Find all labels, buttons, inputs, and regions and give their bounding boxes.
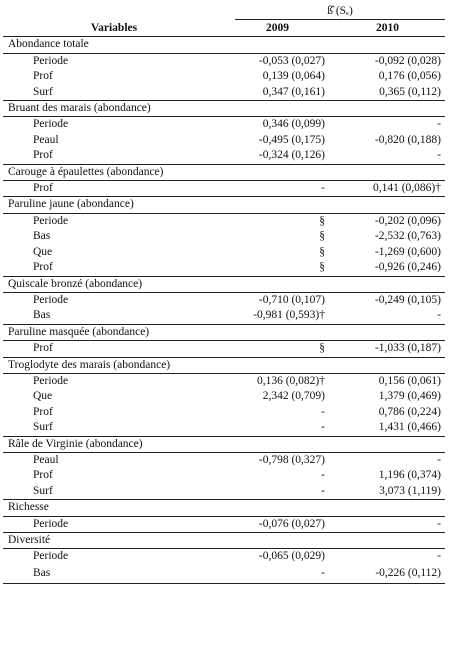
year-2010-header: 2010 (330, 20, 445, 37)
group-title: Abondance totale (3, 37, 445, 53)
group-row (3, 276, 445, 292)
value-2010: - (437, 550, 442, 563)
table-row (3, 85, 445, 101)
value-2010: -2,532 (0,763) (374, 230, 442, 243)
group-row (3, 436, 445, 452)
variable-name: Surf (33, 484, 53, 497)
value-2009: - (321, 182, 325, 195)
table-row (3, 69, 445, 84)
group-title: Richesse (3, 500, 445, 516)
table-row (3, 565, 445, 584)
value-2009: § (319, 261, 325, 274)
beta-label: ß̂ (Sₑ) (235, 4, 445, 20)
variable-name: Prof (33, 469, 53, 482)
value-2010: - (437, 453, 442, 466)
value-2009: 0,136 (0,082)† (256, 374, 325, 387)
value-2009: 0,346 (0,099) (262, 118, 325, 131)
value-2009: 2,342 (0,709) (262, 390, 325, 403)
value-2009: -0,324 (0,126) (258, 149, 325, 162)
group-row (3, 324, 445, 340)
value-2010: - (437, 118, 442, 131)
variable-name: Prof (33, 149, 53, 162)
header-columns-row (3, 20, 445, 37)
value-2009: § (319, 214, 325, 227)
value-2010: -0,226 (0,112) (330, 565, 445, 584)
value-2009: -0,710 (0,107) (258, 293, 325, 306)
value-2010: 1,196 (0,374) (378, 469, 442, 482)
value-2010: 1,431 (0,466) (378, 421, 442, 434)
table-row (3, 260, 445, 276)
table-row (3, 468, 445, 483)
variable-name: Surf (33, 421, 53, 434)
group-row (3, 500, 445, 516)
value-2010: - (437, 149, 442, 162)
group-title: Paruline jaune (abondance) (3, 197, 445, 213)
header-spacer (3, 4, 225, 20)
value-2010: 0,156 (0,061) (378, 374, 442, 387)
table-row (3, 389, 445, 404)
value-2010: -1,033 (0,187) (374, 342, 442, 355)
value-2010: 3,073 (1,119) (379, 484, 442, 497)
variable-name: Que (33, 390, 53, 403)
group-title: Troglodyte des marais (abondance) (3, 357, 445, 373)
table-row (3, 484, 445, 500)
group-title: Bruant des marais (abondance) (3, 101, 445, 117)
value-2010: -1,269 (0,600) (374, 245, 442, 258)
value-2009: -0,065 (0,029) (258, 550, 325, 563)
value-2009: - (321, 421, 325, 434)
variables-header: Variables (3, 20, 225, 37)
group-title: Diversité (3, 533, 445, 549)
value-2009: -0,495 (0,175) (258, 133, 325, 146)
table-row (3, 292, 445, 308)
table-row (3, 420, 445, 436)
variable-name: Peaul (33, 453, 59, 466)
group-row (3, 101, 445, 117)
table-row (3, 181, 445, 197)
group-title: Paruline masquée (abondance) (3, 324, 445, 340)
variable-name: Que (33, 245, 53, 258)
value-2009: 0,347 (0,161) (262, 85, 325, 98)
value-2009: -0,798 (0,327) (258, 453, 325, 466)
table-row (3, 53, 445, 69)
coefficients-table (3, 4, 445, 584)
table-row (3, 373, 445, 389)
beta-header (225, 4, 445, 20)
value-2009: - (321, 405, 325, 418)
variable-name: Bas (3, 565, 225, 584)
table-row (3, 213, 445, 229)
value-2010: -0,249 (0,105) (374, 293, 442, 306)
value-2009: § (319, 245, 325, 258)
year-2009-header: 2009 (225, 20, 330, 37)
value-2009: -0,981 (0,593)† (253, 309, 325, 322)
group-title: Râle de Virginie (abondance) (3, 436, 445, 452)
table-row (3, 516, 445, 532)
header-beta-row (3, 4, 445, 20)
table-body (3, 37, 445, 583)
value-2010: -0,202 (0,096) (374, 214, 442, 227)
table-row (3, 341, 445, 357)
variable-name: Prof (33, 261, 53, 274)
value-2009: § (319, 230, 325, 243)
value-2010: 0,176 (0,056) (378, 70, 442, 83)
table-row (3, 549, 445, 565)
value-2010: -0,820 (0,188) (374, 133, 442, 146)
group-row (3, 37, 445, 53)
variable-name: Surf (33, 85, 53, 98)
variable-name: Bas (33, 309, 51, 322)
group-row (3, 164, 445, 180)
variable-name: Periode (33, 517, 69, 530)
variable-name: Prof (33, 405, 53, 418)
value-2009: -0,076 (0,027) (258, 517, 325, 530)
value-2010: 0,365 (0,112) (379, 85, 442, 98)
value-2010: - (437, 517, 442, 530)
variable-name: Periode (33, 118, 69, 131)
table-row (3, 229, 445, 244)
table-row (3, 452, 445, 468)
variable-name: Peaul (33, 133, 59, 146)
group-title: Quiscale bronzé (abondance) (3, 276, 445, 292)
variable-name: Bas (33, 230, 51, 243)
variable-name: Periode (33, 550, 69, 563)
variable-name: Prof (33, 70, 53, 83)
variable-name: Periode (33, 374, 69, 387)
table-row (3, 405, 445, 420)
value-2009: 0,139 (0,064) (262, 70, 325, 83)
group-title: Carouge à épaulettes (abondance) (3, 164, 445, 180)
group-row (3, 197, 445, 213)
value-2009: - (321, 484, 325, 497)
group-row (3, 533, 445, 549)
variable-name: Periode (33, 54, 69, 67)
value-2010: -0,926 (0,246) (374, 261, 442, 274)
value-2010: 1,379 (0,469) (378, 390, 442, 403)
value-2009: - (225, 565, 330, 584)
group-row (3, 357, 445, 373)
table-row (3, 148, 445, 164)
variable-name: Prof (33, 342, 53, 355)
variable-name: Periode (33, 214, 69, 227)
value-2009: § (319, 342, 325, 355)
table-row (3, 117, 445, 133)
value-2009: - (321, 469, 325, 482)
table-row (3, 245, 445, 260)
value-2010: 0,786 (0,224) (378, 405, 442, 418)
table-row (3, 308, 445, 324)
variable-name: Periode (33, 293, 69, 306)
variable-name: Prof (33, 182, 53, 195)
value-2009: -0,053 (0,027) (258, 54, 325, 67)
table-row (3, 133, 445, 148)
value-2010: - (437, 309, 442, 322)
value-2010: -0,092 (0,028) (374, 54, 442, 67)
value-2010: 0,141 (0,086)† (372, 182, 442, 195)
